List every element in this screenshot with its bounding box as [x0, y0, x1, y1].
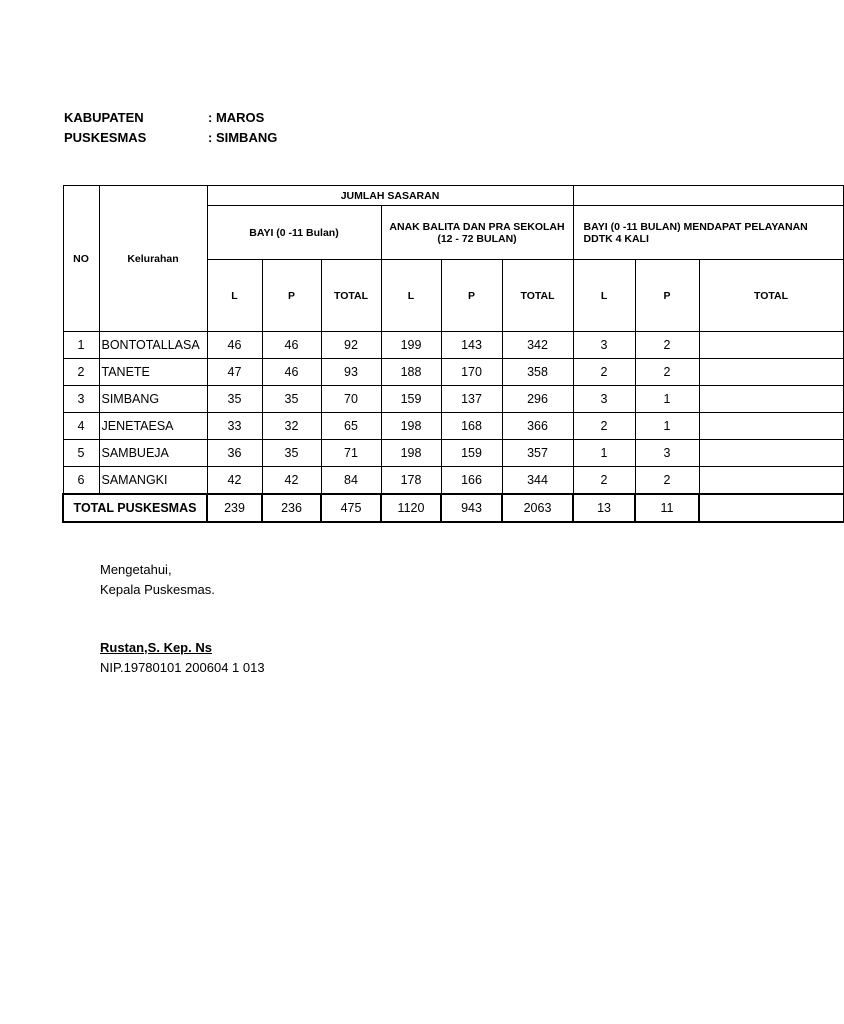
col-header-kelurahan: Kelurahan: [99, 186, 207, 332]
cell-no: 6: [63, 467, 99, 495]
cell-ddtk-l: 2: [573, 359, 635, 386]
sub-header-total: TOTAL: [321, 260, 381, 332]
puskesmas-value: : SIMBANG: [208, 130, 278, 145]
cell-ddtk-total: [699, 440, 843, 467]
puskesmas-label: PUSKESMAS: [64, 130, 147, 145]
cell-no: 1: [63, 332, 99, 359]
total-balita-l: 1120: [381, 494, 441, 522]
total-balita-total: 2063: [502, 494, 573, 522]
table-row: [63, 359, 843, 386]
col-header-no: NO: [63, 186, 99, 332]
cell-balita-total: 358: [502, 359, 573, 386]
table-row: [63, 413, 843, 440]
cell-bayi-total: 93: [321, 359, 381, 386]
cell-balita-l: 199: [381, 332, 441, 359]
cell-bayi-total: 84: [321, 467, 381, 495]
table-row: [63, 386, 843, 413]
cell-ddtk-p: 3: [635, 440, 699, 467]
sub-header-l: L: [573, 260, 635, 332]
signer-nip: NIP.19780101 200604 1 013: [100, 660, 265, 675]
cell-ddtk-total: [699, 359, 843, 386]
cell-bayi-p: 35: [262, 440, 321, 467]
cell-balita-l: 198: [381, 413, 441, 440]
cell-balita-p: 170: [441, 359, 502, 386]
table-row: [63, 332, 843, 359]
cell-ddtk-l: 3: [573, 332, 635, 359]
table-row: [63, 467, 843, 495]
cell-bayi-l: 46: [207, 332, 262, 359]
group-header-bayi-ddtk: BAYI (0 -11 BULAN) MENDAPAT PELAYANAN DDTK 4 KALI: [573, 206, 843, 260]
data-table-container: [62, 185, 808, 525]
kabupaten-value: : MAROS: [208, 110, 265, 125]
cell-kelurahan: SIMBANG: [99, 386, 207, 413]
cell-balita-p: 166: [441, 467, 502, 495]
cell-bayi-l: 35: [207, 386, 262, 413]
sub-header-p: P: [441, 260, 502, 332]
cell-bayi-l: 42: [207, 467, 262, 495]
cell-kelurahan: TANETE: [99, 359, 207, 386]
cell-ddtk-p: 2: [635, 332, 699, 359]
group-header-balita: ANAK BALITA DAN PRA SEKOLAH (12 - 72 BULAN): [381, 206, 573, 260]
cell-balita-total: 296: [502, 386, 573, 413]
cell-bayi-p: 42: [262, 467, 321, 495]
cell-bayi-p: 46: [262, 359, 321, 386]
cell-no: 2: [63, 359, 99, 386]
cell-bayi-total: 71: [321, 440, 381, 467]
cell-balita-l: 198: [381, 440, 441, 467]
total-label: TOTAL PUSKESMAS: [63, 494, 207, 522]
total-bayi-l: 239: [207, 494, 262, 522]
cell-ddtk-total: [699, 467, 843, 495]
cell-no: 3: [63, 386, 99, 413]
total-row: [63, 494, 843, 522]
cell-kelurahan: SAMANGKI: [99, 467, 207, 495]
kabupaten-label: KABUPATEN: [64, 110, 144, 125]
total-ddtk-total: [699, 494, 843, 522]
cell-no: 4: [63, 413, 99, 440]
mengetahui-text: Mengetahui,: [100, 562, 172, 577]
cell-balita-total: 366: [502, 413, 573, 440]
cell-bayi-total: 92: [321, 332, 381, 359]
group-header-jumlah-sasaran: JUMLAH SASARAN: [207, 186, 573, 206]
cell-bayi-total: 65: [321, 413, 381, 440]
cell-kelurahan: SAMBUEJA: [99, 440, 207, 467]
cell-ddtk-total: [699, 332, 843, 359]
cell-ddtk-p: 2: [635, 467, 699, 495]
cell-ddtk-l: 2: [573, 413, 635, 440]
cell-ddtk-l: 2: [573, 467, 635, 495]
cell-bayi-p: 32: [262, 413, 321, 440]
cell-bayi-total: 70: [321, 386, 381, 413]
cell-bayi-l: 47: [207, 359, 262, 386]
cell-bayi-l: 36: [207, 440, 262, 467]
group-header-bayi: BAYI (0 -11 Bulan): [207, 206, 381, 260]
total-ddtk-p: 11: [635, 494, 699, 522]
cell-bayi-p: 46: [262, 332, 321, 359]
cell-balita-p: 159: [441, 440, 502, 467]
cell-bayi-l: 33: [207, 413, 262, 440]
cell-ddtk-p: 2: [635, 359, 699, 386]
kepala-puskesmas-text: Kepala Puskesmas.: [100, 582, 215, 597]
data-table: [62, 185, 844, 523]
cell-kelurahan: BONTOTALLASA: [99, 332, 207, 359]
cell-no: 5: [63, 440, 99, 467]
signer-name: Rustan,S. Kep. Ns: [100, 640, 212, 655]
total-bayi-total: 475: [321, 494, 381, 522]
sub-header-l: L: [381, 260, 441, 332]
sub-header-l: L: [207, 260, 262, 332]
puskesmas-line: [64, 130, 277, 145]
cell-balita-total: 342: [502, 332, 573, 359]
cell-ddtk-p: 1: [635, 413, 699, 440]
total-balita-p: 943: [441, 494, 502, 522]
cell-ddtk-total: [699, 386, 843, 413]
cell-balita-l: 188: [381, 359, 441, 386]
cell-ddtk-l: 3: [573, 386, 635, 413]
cell-balita-total: 357: [502, 440, 573, 467]
sub-header-total: TOTAL: [502, 260, 573, 332]
cell-bayi-p: 35: [262, 386, 321, 413]
table-row: [63, 440, 843, 467]
group-header-blank: [573, 186, 843, 206]
sub-header-p: P: [635, 260, 699, 332]
total-ddtk-l: 13: [573, 494, 635, 522]
kabupaten-line: [64, 110, 264, 125]
cell-balita-p: 168: [441, 413, 502, 440]
cell-balita-total: 344: [502, 467, 573, 495]
cell-balita-l: 159: [381, 386, 441, 413]
cell-balita-p: 143: [441, 332, 502, 359]
total-bayi-p: 236: [262, 494, 321, 522]
cell-balita-l: 178: [381, 467, 441, 495]
cell-ddtk-l: 1: [573, 440, 635, 467]
sub-header-p: P: [262, 260, 321, 332]
cell-ddtk-total: [699, 413, 843, 440]
cell-balita-p: 137: [441, 386, 502, 413]
cell-kelurahan: JENETAESA: [99, 413, 207, 440]
cell-ddtk-p: 1: [635, 386, 699, 413]
sub-header-total: TOTAL: [699, 260, 843, 332]
